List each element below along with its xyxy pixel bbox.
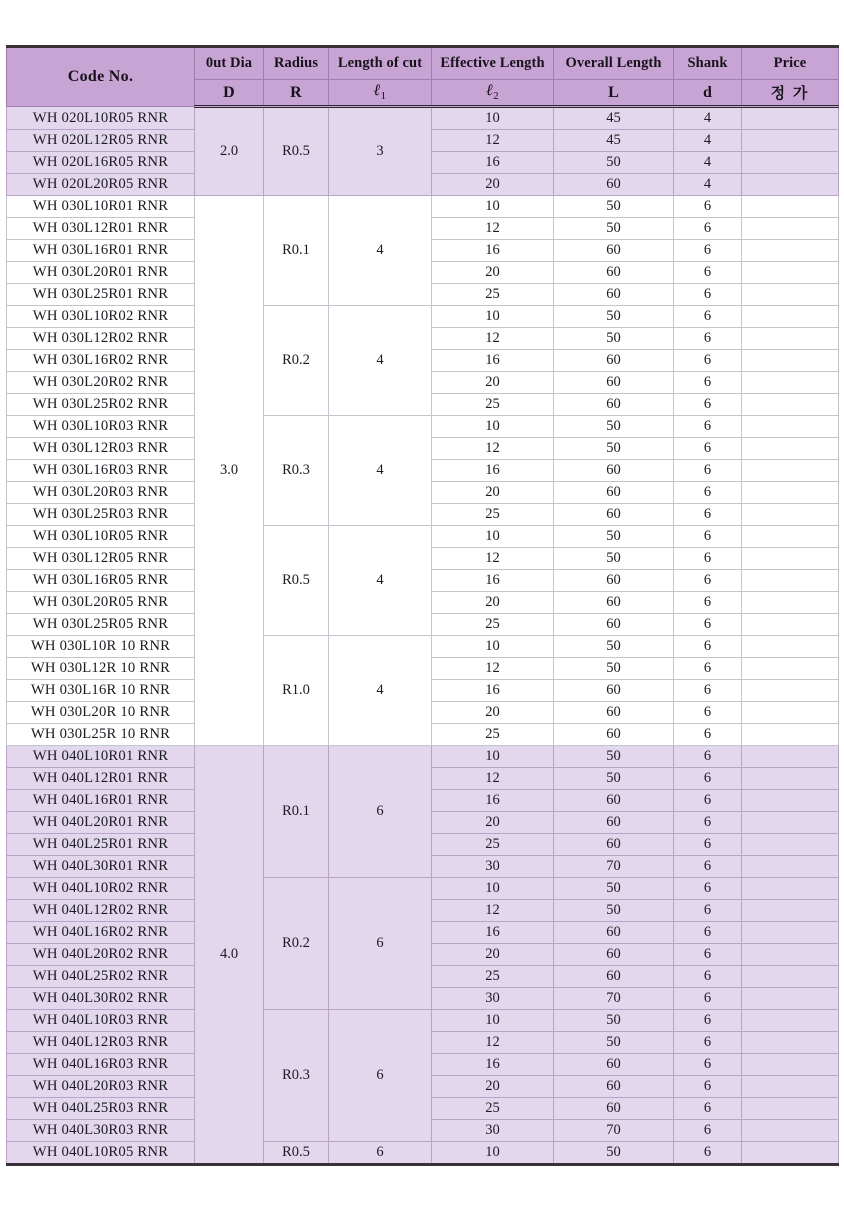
cell-overall-length: 60 (554, 724, 674, 746)
cell-code-no: WH 030L25R 10 RNR (7, 724, 195, 746)
cell-radius: R0.2 (264, 306, 329, 416)
cell-overall-length: 60 (554, 812, 674, 834)
cell-effective-length: 10 (432, 878, 554, 900)
table-row (7, 636, 839, 658)
cell-code-no: WH 030L25R02 RNR (7, 394, 195, 416)
cell-shank: 6 (674, 944, 742, 966)
cell-radius: R0.5 (264, 526, 329, 636)
cell-price (742, 790, 839, 812)
cell-effective-length: 25 (432, 394, 554, 416)
cell-effective-length: 12 (432, 438, 554, 460)
table-row (7, 306, 839, 328)
cell-effective-length: 12 (432, 1032, 554, 1054)
cell-shank: 6 (674, 262, 742, 284)
cell-price (742, 614, 839, 636)
cell-shank: 6 (674, 988, 742, 1010)
cell-overall-length: 50 (554, 1010, 674, 1032)
cell-effective-length: 16 (432, 152, 554, 174)
cell-effective-length: 10 (432, 746, 554, 768)
cell-effective-length: 25 (432, 834, 554, 856)
cell-code-no: WH 030L10R05 RNR (7, 526, 195, 548)
cell-shank: 4 (674, 107, 742, 130)
header-length-of-cut: Length of cut (329, 47, 432, 80)
cell-shank: 6 (674, 526, 742, 548)
cell-price (742, 966, 839, 988)
cell-overall-length: 60 (554, 614, 674, 636)
cell-overall-length: 60 (554, 504, 674, 526)
cell-code-no: WH 040L30R02 RNR (7, 988, 195, 1010)
cell-effective-length: 16 (432, 460, 554, 482)
cell-length-of-cut: 6 (329, 878, 432, 1010)
cell-effective-length: 12 (432, 130, 554, 152)
cell-length-of-cut: 4 (329, 636, 432, 746)
cell-price (742, 768, 839, 790)
cell-code-no: WH 030L16R03 RNR (7, 460, 195, 482)
cell-length-of-cut: 6 (329, 1010, 432, 1142)
cell-length-of-cut: 6 (329, 746, 432, 878)
cell-code-no: WH 040L10R05 RNR (7, 1142, 195, 1165)
cell-code-no: WH 040L12R03 RNR (7, 1032, 195, 1054)
cell-price (742, 438, 839, 460)
cell-code-no: WH 030L20R01 RNR (7, 262, 195, 284)
cell-code-no: WH 040L10R01 RNR (7, 746, 195, 768)
cell-shank: 6 (674, 878, 742, 900)
cell-price (742, 680, 839, 702)
cell-overall-length: 50 (554, 548, 674, 570)
cell-effective-length: 10 (432, 107, 554, 130)
cell-price (742, 350, 839, 372)
cell-code-no: WH 030L10R01 RNR (7, 196, 195, 218)
cell-code-no: WH 030L20R02 RNR (7, 372, 195, 394)
header-overall-length: Overall Length (554, 47, 674, 80)
cell-overall-length: 60 (554, 702, 674, 724)
cell-shank: 6 (674, 482, 742, 504)
cell-overall-length: 60 (554, 284, 674, 306)
header-symbol-d-shank: d (674, 80, 742, 107)
cell-shank: 6 (674, 306, 742, 328)
cell-overall-length: 50 (554, 1142, 674, 1165)
cell-code-no: WH 030L12R03 RNR (7, 438, 195, 460)
cell-price (742, 1010, 839, 1032)
cell-price (742, 262, 839, 284)
cell-code-no: WH 040L10R02 RNR (7, 878, 195, 900)
cell-code-no: WH 040L20R03 RNR (7, 1076, 195, 1098)
cell-code-no: WH 020L12R05 RNR (7, 130, 195, 152)
cell-price (742, 328, 839, 350)
cell-effective-length: 10 (432, 196, 554, 218)
cell-overall-length: 45 (554, 130, 674, 152)
cell-effective-length: 10 (432, 306, 554, 328)
cell-shank: 6 (674, 394, 742, 416)
symbol-ell-subscript: 2 (493, 90, 499, 103)
header-symbol-L: L (554, 80, 674, 107)
cell-code-no: WH 040L25R02 RNR (7, 966, 195, 988)
cell-effective-length: 20 (432, 1076, 554, 1098)
cell-overall-length: 60 (554, 1098, 674, 1120)
cell-effective-length: 16 (432, 922, 554, 944)
cell-overall-length: 50 (554, 1032, 674, 1054)
cell-price (742, 548, 839, 570)
cell-effective-length: 20 (432, 944, 554, 966)
cell-overall-length: 60 (554, 174, 674, 196)
cell-radius: R0.2 (264, 878, 329, 1010)
cell-radius: R1.0 (264, 636, 329, 746)
table-row (7, 526, 839, 548)
cell-effective-length: 12 (432, 218, 554, 240)
cell-overall-length: 60 (554, 460, 674, 482)
table-header (7, 47, 839, 107)
cell-price (742, 922, 839, 944)
cell-overall-length: 50 (554, 152, 674, 174)
cell-shank: 6 (674, 1142, 742, 1165)
cell-price (742, 174, 839, 196)
cell-overall-length: 70 (554, 1120, 674, 1142)
cell-shank: 6 (674, 614, 742, 636)
cell-effective-length: 12 (432, 328, 554, 350)
cell-code-no: WH 030L20R03 RNR (7, 482, 195, 504)
header-symbol-r: R (264, 80, 329, 107)
cell-radius: R0.5 (264, 107, 329, 196)
cell-shank: 6 (674, 922, 742, 944)
cell-effective-length: 12 (432, 658, 554, 680)
cell-length-of-cut: 4 (329, 306, 432, 416)
cell-price (742, 1032, 839, 1054)
cell-code-no: WH 040L25R01 RNR (7, 834, 195, 856)
cell-code-no: WH 030L12R05 RNR (7, 548, 195, 570)
cell-length-of-cut: 4 (329, 196, 432, 306)
cell-overall-length: 50 (554, 636, 674, 658)
cell-shank: 6 (674, 966, 742, 988)
table-row (7, 107, 839, 130)
cell-code-no: WH 030L16R05 RNR (7, 570, 195, 592)
symbol-ell: ℓ (373, 82, 381, 100)
cell-overall-length: 60 (554, 922, 674, 944)
cell-overall-length: 50 (554, 416, 674, 438)
cell-overall-length: 60 (554, 240, 674, 262)
cell-price (742, 636, 839, 658)
cell-price (742, 592, 839, 614)
cell-price (742, 944, 839, 966)
header-shank: Shank (674, 47, 742, 80)
cell-code-no: WH 020L20R05 RNR (7, 174, 195, 196)
header-price-korean: 정 가 (742, 80, 839, 107)
cell-radius: R0.3 (264, 416, 329, 526)
cell-code-no: WH 040L12R01 RNR (7, 768, 195, 790)
cell-shank: 6 (674, 1098, 742, 1120)
cell-effective-length: 10 (432, 526, 554, 548)
cell-price (742, 658, 839, 680)
symbol-ell: ℓ (486, 82, 494, 100)
cell-effective-length: 25 (432, 1098, 554, 1120)
cell-overall-length: 50 (554, 526, 674, 548)
cell-overall-length: 60 (554, 680, 674, 702)
cell-overall-length: 60 (554, 394, 674, 416)
cell-price (742, 416, 839, 438)
header-row-primary (7, 47, 839, 80)
table-row (7, 1010, 839, 1032)
cell-effective-length: 20 (432, 174, 554, 196)
cell-effective-length: 25 (432, 966, 554, 988)
header-code-no: Code No. (7, 47, 195, 107)
cell-overall-length: 70 (554, 988, 674, 1010)
cell-price (742, 218, 839, 240)
cell-out-dia: 2.0 (195, 107, 264, 196)
table-row (7, 416, 839, 438)
cell-shank: 6 (674, 416, 742, 438)
cell-radius: R0.3 (264, 1010, 329, 1142)
cell-price (742, 746, 839, 768)
cell-price (742, 878, 839, 900)
cell-code-no: WH 020L10R05 RNR (7, 107, 195, 130)
cell-effective-length: 16 (432, 240, 554, 262)
cell-price (742, 130, 839, 152)
cell-shank: 6 (674, 1032, 742, 1054)
cell-effective-length: 12 (432, 768, 554, 790)
cell-out-dia: 3.0 (195, 196, 264, 746)
cell-length-of-cut: 3 (329, 107, 432, 196)
cell-shank: 6 (674, 372, 742, 394)
cell-effective-length: 12 (432, 900, 554, 922)
cell-shank: 6 (674, 900, 742, 922)
cell-price (742, 1142, 839, 1165)
cell-effective-length: 25 (432, 504, 554, 526)
cell-shank: 6 (674, 702, 742, 724)
cell-code-no: WH 030L12R01 RNR (7, 218, 195, 240)
cell-code-no: WH 030L16R01 RNR (7, 240, 195, 262)
cell-radius: R0.5 (264, 1142, 329, 1165)
cell-code-no: WH 030L20R 10 RNR (7, 702, 195, 724)
cell-effective-length: 30 (432, 988, 554, 1010)
cell-code-no: WH 040L12R02 RNR (7, 900, 195, 922)
cell-shank: 6 (674, 240, 742, 262)
cell-price (742, 526, 839, 548)
cell-price (742, 900, 839, 922)
cell-shank: 6 (674, 438, 742, 460)
cell-shank: 6 (674, 680, 742, 702)
cell-length-of-cut: 4 (329, 526, 432, 636)
cell-effective-length: 16 (432, 570, 554, 592)
cell-code-no: WH 030L16R02 RNR (7, 350, 195, 372)
cell-shank: 6 (674, 636, 742, 658)
cell-price (742, 482, 839, 504)
cell-price (742, 107, 839, 130)
cell-effective-length: 30 (432, 1120, 554, 1142)
cell-effective-length: 20 (432, 482, 554, 504)
cell-code-no: WH 030L10R02 RNR (7, 306, 195, 328)
cell-effective-length: 20 (432, 372, 554, 394)
cell-code-no: WH 030L25R03 RNR (7, 504, 195, 526)
cell-price (742, 1098, 839, 1120)
cell-shank: 6 (674, 328, 742, 350)
cell-shank: 6 (674, 724, 742, 746)
cell-price (742, 284, 839, 306)
table-row (7, 1142, 839, 1165)
cell-shank: 6 (674, 350, 742, 372)
cell-shank: 6 (674, 548, 742, 570)
cell-overall-length: 50 (554, 878, 674, 900)
cell-price (742, 724, 839, 746)
cell-price (742, 394, 839, 416)
cell-code-no: WH 030L25R01 RNR (7, 284, 195, 306)
cell-price (742, 812, 839, 834)
cell-code-no: WH 040L16R02 RNR (7, 922, 195, 944)
cell-code-no: WH 030L12R 10 RNR (7, 658, 195, 680)
header-symbol-d: D (195, 80, 264, 107)
cell-price (742, 702, 839, 724)
header-radius: Radius (264, 47, 329, 80)
cell-code-no: WH 040L30R03 RNR (7, 1120, 195, 1142)
cell-overall-length: 50 (554, 306, 674, 328)
header-symbol-l2 (432, 80, 554, 107)
cell-effective-length: 20 (432, 592, 554, 614)
cell-shank: 6 (674, 504, 742, 526)
cell-shank: 6 (674, 856, 742, 878)
cell-price (742, 372, 839, 394)
cell-effective-length: 20 (432, 812, 554, 834)
cell-price (742, 306, 839, 328)
cell-code-no: WH 030L10R 10 RNR (7, 636, 195, 658)
cell-overall-length: 50 (554, 328, 674, 350)
cell-effective-length: 12 (432, 548, 554, 570)
cell-overall-length: 45 (554, 107, 674, 130)
cell-overall-length: 60 (554, 350, 674, 372)
cell-price (742, 1120, 839, 1142)
header-price: Price (742, 47, 839, 80)
cell-code-no: WH 040L30R01 RNR (7, 856, 195, 878)
cell-out-dia: 4.0 (195, 746, 264, 1165)
cell-overall-length: 50 (554, 196, 674, 218)
cell-radius: R0.1 (264, 746, 329, 878)
cell-effective-length: 10 (432, 1142, 554, 1165)
cell-code-no: WH 040L20R01 RNR (7, 812, 195, 834)
cell-effective-length: 30 (432, 856, 554, 878)
cell-code-no: WH 030L12R02 RNR (7, 328, 195, 350)
cell-price (742, 856, 839, 878)
cell-effective-length: 16 (432, 680, 554, 702)
cell-shank: 6 (674, 460, 742, 482)
cell-overall-length: 60 (554, 592, 674, 614)
cell-shank: 6 (674, 592, 742, 614)
cell-overall-length: 60 (554, 570, 674, 592)
cell-overall-length: 50 (554, 746, 674, 768)
cell-shank: 4 (674, 130, 742, 152)
cell-effective-length: 10 (432, 636, 554, 658)
header-out-dia: 0ut Dia (195, 47, 264, 80)
cell-overall-length: 60 (554, 790, 674, 812)
cell-code-no: WH 030L20R05 RNR (7, 592, 195, 614)
cell-overall-length: 60 (554, 482, 674, 504)
cell-overall-length: 60 (554, 262, 674, 284)
cell-effective-length: 16 (432, 1054, 554, 1076)
cell-price (742, 152, 839, 174)
cell-overall-length: 60 (554, 966, 674, 988)
cell-overall-length: 60 (554, 1076, 674, 1098)
cell-price (742, 196, 839, 218)
cell-effective-length: 16 (432, 350, 554, 372)
cell-overall-length: 60 (554, 944, 674, 966)
cell-overall-length: 50 (554, 218, 674, 240)
cell-effective-length: 20 (432, 702, 554, 724)
cell-effective-length: 16 (432, 790, 554, 812)
cell-price (742, 570, 839, 592)
cell-price (742, 988, 839, 1010)
cell-length-of-cut: 4 (329, 416, 432, 526)
cell-shank: 6 (674, 218, 742, 240)
header-effective-length: Effective Length (432, 47, 554, 80)
cell-price (742, 460, 839, 482)
cell-code-no: WH 020L16R05 RNR (7, 152, 195, 174)
cell-price (742, 834, 839, 856)
cell-shank: 4 (674, 152, 742, 174)
cell-code-no: WH 030L10R03 RNR (7, 416, 195, 438)
cell-overall-length: 50 (554, 768, 674, 790)
table-row (7, 196, 839, 218)
cell-effective-length: 25 (432, 724, 554, 746)
cell-price (742, 504, 839, 526)
cell-shank: 6 (674, 658, 742, 680)
cell-code-no: WH 030L25R05 RNR (7, 614, 195, 636)
cell-overall-length: 50 (554, 658, 674, 680)
cell-length-of-cut: 6 (329, 1142, 432, 1165)
header-symbol-l1 (329, 80, 432, 107)
cell-code-no: WH 040L10R03 RNR (7, 1010, 195, 1032)
table-body (7, 107, 839, 1165)
cell-radius: R0.1 (264, 196, 329, 306)
cell-shank: 6 (674, 1120, 742, 1142)
cell-price (742, 1054, 839, 1076)
cell-shank: 6 (674, 1010, 742, 1032)
cell-shank: 4 (674, 174, 742, 196)
cell-code-no: WH 040L20R02 RNR (7, 944, 195, 966)
cell-effective-length: 25 (432, 284, 554, 306)
cell-shank: 6 (674, 196, 742, 218)
cell-shank: 6 (674, 834, 742, 856)
cell-effective-length: 10 (432, 1010, 554, 1032)
cell-overall-length: 60 (554, 372, 674, 394)
cell-overall-length: 60 (554, 1054, 674, 1076)
cell-effective-length: 20 (432, 262, 554, 284)
cell-shank: 6 (674, 1076, 742, 1098)
cell-price (742, 240, 839, 262)
cell-code-no: WH 040L16R01 RNR (7, 790, 195, 812)
table-row (7, 878, 839, 900)
cell-shank: 6 (674, 746, 742, 768)
cell-effective-length: 25 (432, 614, 554, 636)
cell-shank: 6 (674, 812, 742, 834)
cell-shank: 6 (674, 768, 742, 790)
cell-effective-length: 10 (432, 416, 554, 438)
table-row (7, 746, 839, 768)
cell-code-no: WH 040L25R03 RNR (7, 1098, 195, 1120)
symbol-ell-subscript: 1 (380, 90, 387, 103)
cell-code-no: WH 030L16R 10 RNR (7, 680, 195, 702)
cell-shank: 6 (674, 1054, 742, 1076)
cell-shank: 6 (674, 790, 742, 812)
cell-code-no: WH 040L16R03 RNR (7, 1054, 195, 1076)
cell-overall-length: 50 (554, 438, 674, 460)
cell-shank: 6 (674, 284, 742, 306)
cell-overall-length: 50 (554, 900, 674, 922)
cell-price (742, 1076, 839, 1098)
cell-overall-length: 60 (554, 834, 674, 856)
cell-overall-length: 70 (554, 856, 674, 878)
tool-specification-table (6, 45, 839, 1166)
cell-shank: 6 (674, 570, 742, 592)
